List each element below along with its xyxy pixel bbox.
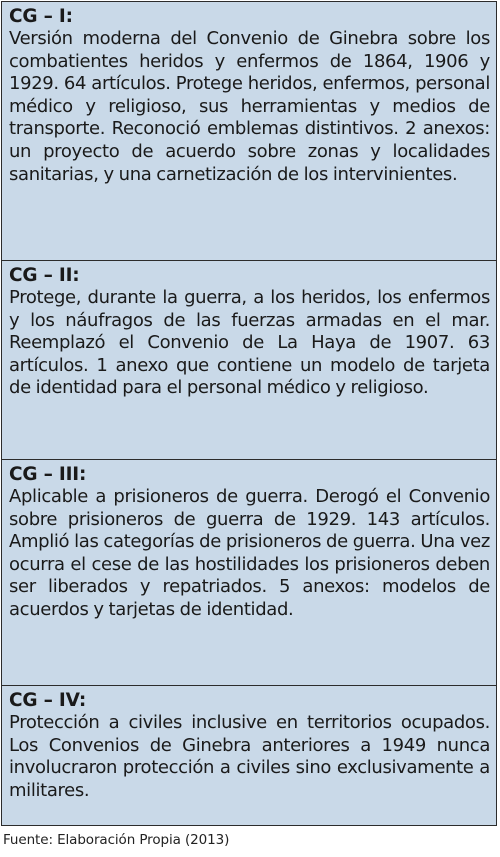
section-title: CG – II: [9,265,80,286]
section-cg-iii [2,459,496,685]
section-text: Versión moderna del Convenio de Ginebra sobre los combatientes heridos y enfermos de 1864, 1906 y 1929. 64 artículos. Protege heridos, enfermos, personal médico y religioso, sus herramientas y medios de transporte. Reconoció emblemas distintivos. 2 anexos: un proyecto de acuerdo sobre zonas y localidades sanitarias, y una carnetización de los intervinientes. [9,28,490,185]
conventions-table [1,1,497,826]
section-text: Protección a civiles inclusive en territorios ocupados. Los Convenios de Ginebra anteriores a 1949 nunca involucraron protección a civiles sino exclusivamente a militares. [9,712,490,801]
section-text: Protege, durante la guerra, a los heridos, los enfermos y los náufragos de las fuerzas armadas en el mar. Reemplazó el Convenio de La Haya de 1907. 63 artículos. 1 anexo que contiene un modelo de tarjeta de identidad para el personal médico y religioso. [9,287,490,399]
section-cg-iv [2,685,496,825]
source-caption: Fuente: Elaboración Propia (2013) [3,832,230,848]
section-title: CG – III: [9,464,87,485]
section-cg-i [2,2,496,260]
section-title: CG – I: [9,6,73,27]
section-text: Aplicable a prisioneros de guerra. Derogó el Convenio sobre prisioneros de guerra de 1929. 143 artículos. Amplió las categorías de prisioneros de guerra. Una vez ocurra el cese de las hostilidades los prisioneros deben ser liberados y repatriados. 5 anexos: modelos de acuerdos y tarjetas de identidad. [9,486,490,620]
section-cg-ii [2,260,496,459]
section-title: CG – IV: [9,690,87,711]
